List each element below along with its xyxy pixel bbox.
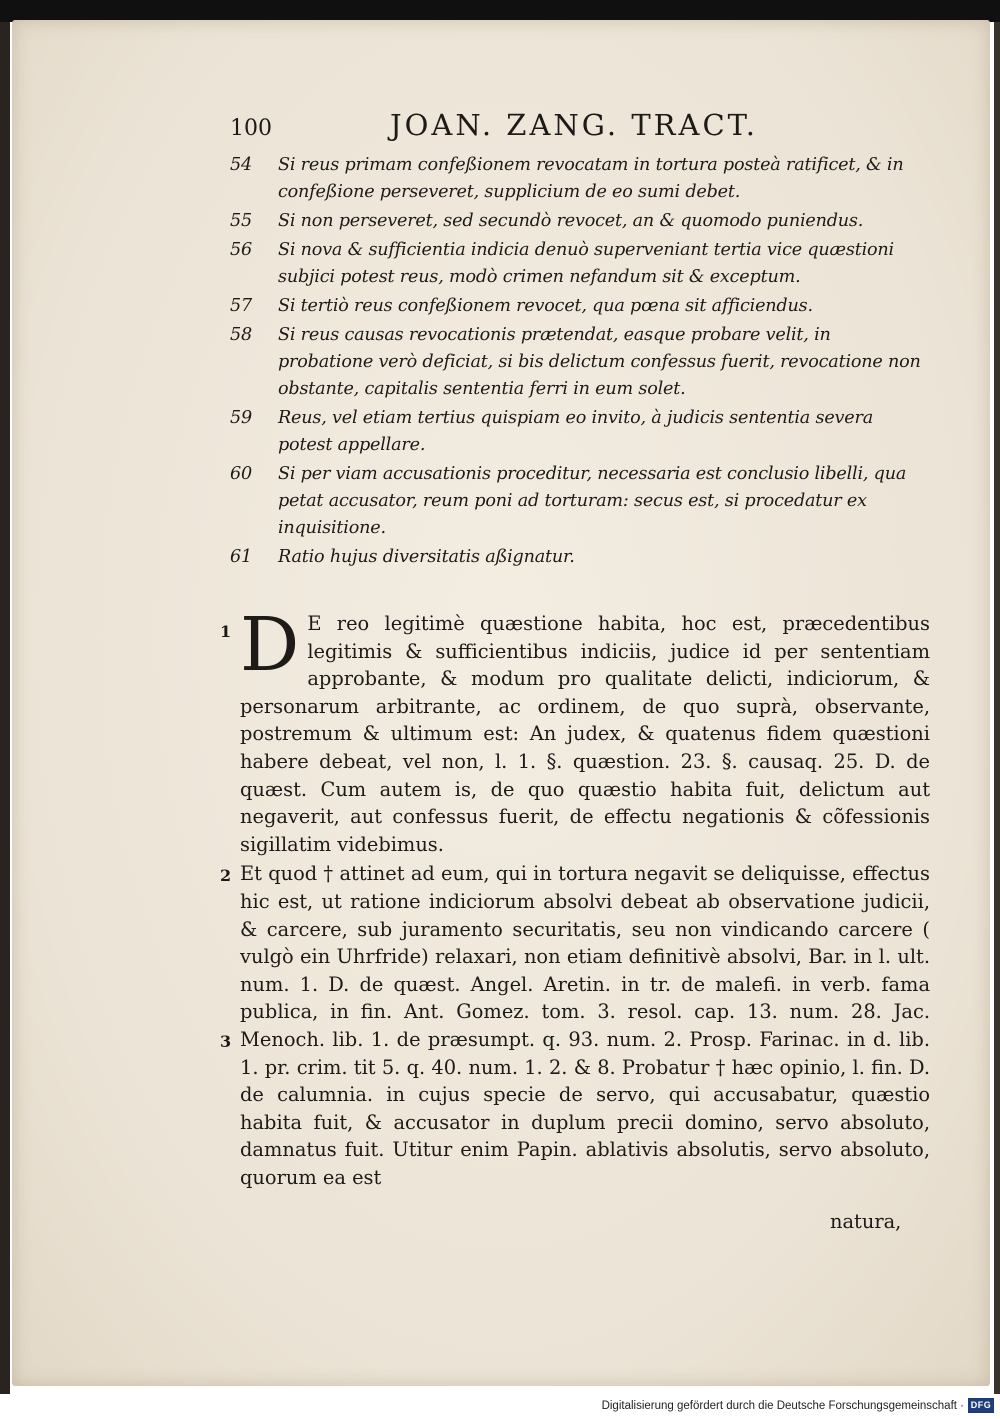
summary-number: 56 — [230, 240, 252, 260]
summary-entry — [228, 461, 928, 542]
catchword: natura, — [830, 1210, 902, 1233]
drop-cap: D — [240, 602, 300, 688]
summary-number: 54 — [230, 155, 252, 175]
summary-entry — [228, 152, 928, 206]
summary-number: 55 — [230, 211, 252, 231]
margin-number: 2 — [220, 866, 232, 886]
page-header-title: JOAN. ZANG. TRACT. — [390, 108, 758, 142]
dfg-logo-icon: DFG — [968, 1398, 994, 1413]
summary-entry — [228, 322, 928, 403]
paragraph-2 — [220, 860, 930, 1191]
scan-right-border — [994, 22, 1000, 1394]
summary-entry — [228, 405, 928, 459]
summary-entry — [228, 293, 928, 320]
summary-entry — [228, 544, 928, 571]
summary-text: Ratio hujus diversitatis aßignatur. — [278, 547, 575, 567]
summary-number: 58 — [230, 325, 252, 345]
summary-number: 61 — [230, 547, 252, 567]
margin-number: 3 — [220, 1032, 232, 1052]
summary-text: Si reus primam confeßionem revocatam in tortura posteà ratificet, & in confeßione perseveret, supplicium de eo sumi debet. — [278, 155, 904, 202]
summary-text: Reus, vel etiam tertius quispiam eo invito, à judicis sententia severa potest appellare. — [278, 408, 873, 455]
summary-list — [228, 152, 928, 573]
summary-entry — [228, 208, 928, 235]
summary-text: Si tertiò reus confeßionem revocet, qua pœna sit afficiendus. — [278, 296, 813, 316]
paragraph-text: E reo legitimè quæstione habita, hoc est, præcedentibus legitimis & sufficientibus indiciis, judice id per sententiam approbante, & modum pro qualitate delicti, indiciorum, & personarum arbitrante, ac ordinem, de quo suprà, observante, postremum & ultimum est: An judex, & quatenus fidem quæstioni habere debeat, vel non, l. 1. §. quæstion. 23. §. causaq. 25. D. de quæst. Cum autem is, de quo quæstio habita fuit, delictum aut negaverit, aut confessus fuerit, de effectu negationis & cõfessionis sigillatim videbimus. — [240, 612, 930, 856]
summary-number: 57 — [230, 296, 252, 316]
main-text — [220, 602, 930, 1191]
summary-number: 59 — [230, 408, 252, 428]
summary-entry — [228, 237, 928, 291]
running-head — [230, 108, 920, 152]
paragraph-1 — [220, 602, 930, 858]
summary-text: Si non perseveret, sed secundò revocet, an & quomodo puniendus. — [278, 211, 864, 231]
margin-number: 1 — [220, 622, 232, 641]
footer-bar — [0, 1394, 1000, 1419]
summary-text: Si per viam accusationis proceditur, necessaria est conclusio libelli, qua petat accusator, reum poni ad torturam: secus est, si procedatur ex inquisitione. — [278, 464, 907, 538]
paragraph-text: Et quod † attinet ad eum, qui in tortura negavit se deliquisse, effectus hic est, ut ratione indiciorum absolvi debeat ab observatione judicii, & carcere, sub juramento securitatis, seu non vindicando carcere ( vulgò ein Uhrfride) relaxari, non etiam definitivè absolvi, Bar. in l. ult. num. 1. D. de quæst. Angel. Aretin. in tr. de malefi. in verb. fama publica, in fin. Ant. Gomez. tom. 3. resol. cap. 13. num. 28. Jac. Menoch. lib. 1. de præsumpt. q. 93. num. 2. Prosp. Farinac. in d. lib. 1. pr. crim. tit 5. q. 40. num. 1. 2. & 8. Probatur † hæc opinio, l. fin. D. de calumnia. in cujus specie de servo, qui accusabatur, quæstio habita fuit, & accusator in duplum precii domino, servo absoluto, damnatus fuit. Utitur enim Papin. ablativis absolutis, servo absoluto, quorum ea est — [240, 862, 930, 1189]
summary-number: 60 — [230, 464, 252, 484]
page-number: 100 — [230, 116, 272, 141]
digitization-credit: Digitalisierung gefördert durch die Deutsche Forschungsgemeinschaft · — [601, 1400, 964, 1412]
summary-text: Si nova & sufficientia indicia denuò superveniant tertia vice quæstioni subjici potest reus, modò crimen nefandum sit & exceptum. — [278, 240, 894, 287]
summary-text: Si reus causas revocationis prætendat, easque probare velit, in probatione verò deficiat, si bis delictum confessus fuerit, revocatione non obstante, capitalis sententia ferri in eum solet. — [278, 325, 921, 399]
scan-left-border — [0, 22, 10, 1394]
scan-top-border — [0, 0, 1000, 22]
